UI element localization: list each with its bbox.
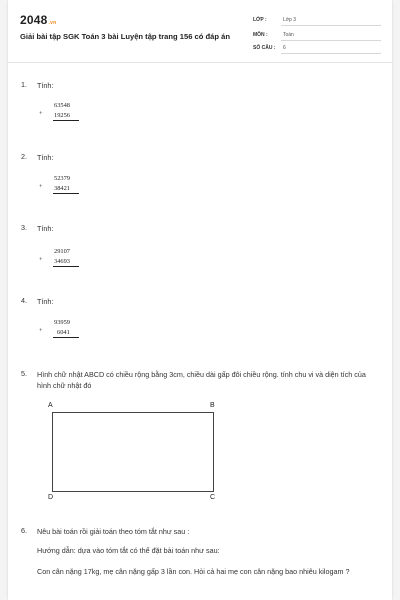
sum-line <box>53 120 79 121</box>
question-6-problem: Con cân nặng 17kg, mẹ cân nặng gấp 3 lần con. Hỏi cả hai mẹ con cân nặng bao nhiêu kilogam ? <box>37 567 350 576</box>
plus-sign: + <box>39 256 43 263</box>
logo-main-text: 2048 <box>20 13 48 27</box>
meta-subject-key: MÔN : <box>253 32 268 38</box>
calc-4 <box>39 319 83 347</box>
meta-grade <box>253 14 381 26</box>
plus-sign: + <box>39 327 43 334</box>
meta-count <box>253 42 381 54</box>
addend-1: 93959 <box>54 319 70 326</box>
sum-line <box>53 337 79 338</box>
question-number: 6. <box>21 526 27 535</box>
question-number: 5. <box>21 369 27 378</box>
meta-subject-line <box>281 40 381 41</box>
vertex-b-label: B <box>210 402 215 409</box>
calc-2 <box>39 175 83 203</box>
question-number: 4. <box>21 296 27 305</box>
vertex-a-label: A <box>48 402 53 409</box>
meta-subject-value: Toán <box>283 32 294 38</box>
calc-3 <box>39 248 83 276</box>
addend-1: 29107 <box>54 248 70 255</box>
plus-sign: + <box>39 110 43 117</box>
meta-count-value: 6 <box>283 45 286 51</box>
site-logo[interactable] <box>20 13 56 27</box>
question-text: Nêu bài toán rồi giải toán theo tóm tắt như sau : <box>37 527 190 536</box>
addend-2: 19256 <box>54 112 70 119</box>
document-title: Giải bài tập SGK Toán 3 bài Luyện tập trang 156 có đáp án <box>20 32 230 41</box>
meta-grade-line <box>281 25 381 26</box>
question-text: Hình chữ nhật ABCD có chiều rộng bằng 3cm, chiều dài gấp đôi chiều rộng. tính chu vi và diện tích của hình chữ nhật đó <box>37 370 366 390</box>
question-text: Tính: <box>37 224 54 233</box>
addend-1: 52379 <box>54 175 70 182</box>
question-text: Tính: <box>37 297 54 306</box>
meta-grade-key: LỚP : <box>253 17 267 23</box>
vertex-d-label: D <box>48 494 54 501</box>
addend-2: 34693 <box>54 258 70 265</box>
question-number: 1. <box>21 80 27 89</box>
meta-grade-value: Lớp 3 <box>283 17 297 23</box>
calc-1 <box>39 102 83 130</box>
question-text: Tính: <box>37 153 54 162</box>
addend-1: 63548 <box>54 102 70 109</box>
sum-line <box>53 266 79 267</box>
addend-2: 38421 <box>54 185 70 192</box>
question-text: Tính: <box>37 81 54 90</box>
logo-domain-text: .vn <box>48 20 57 26</box>
sum-line <box>53 193 79 194</box>
rectangle-abcd <box>52 412 214 492</box>
document-header <box>8 0 392 63</box>
question-6-hint: Hướng dẫn: dựa vào tóm tắt có thể đặt bài toán như sau: <box>37 546 220 555</box>
document-page <box>8 0 392 600</box>
rectangle-figure <box>48 402 220 506</box>
vertex-c-label: C <box>210 494 216 501</box>
meta-count-line <box>281 53 381 54</box>
addend-2: 6041 <box>57 329 70 336</box>
question-number: 2. <box>21 152 27 161</box>
plus-sign: + <box>39 183 43 190</box>
question-number: 3. <box>21 223 27 232</box>
meta-count-key: SỐ CÂU : <box>253 45 276 51</box>
meta-subject <box>253 29 381 41</box>
